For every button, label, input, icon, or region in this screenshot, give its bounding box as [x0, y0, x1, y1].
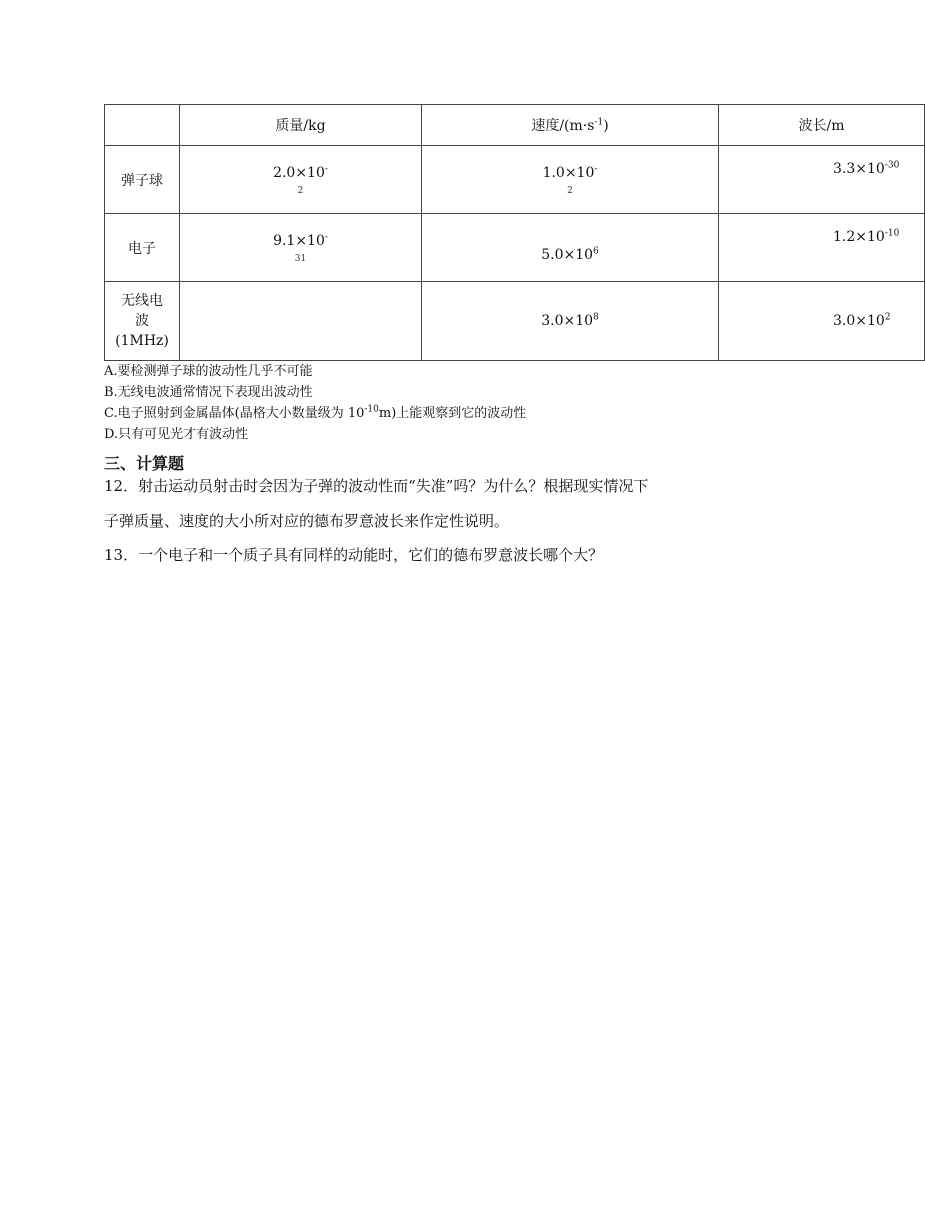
electron-mass: 9.1×10- 31: [180, 214, 422, 282]
option-a: A.要检测弹子球的波动性几乎不可能: [104, 364, 313, 379]
electron-wavelength: $1.2\times 10^{-10}$: [719, 214, 925, 282]
pinball-wavelength: $3.3\times 10^{-30}$: [719, 146, 925, 214]
radio-speed: $3.0\times 10^8$: [422, 282, 719, 361]
option-c: C.电子照射到金属晶体(晶格大小数量级为 $10^{-10}m$)上能观察到它的波动性: [104, 404, 527, 421]
answer-options: [104, 361, 526, 445]
row-label-pinball: 弹子球: [105, 146, 180, 214]
radio-wavelength: $3.0\times 10^2$: [719, 282, 925, 361]
option-b: B.无线电波通常情况下表现出波动性: [104, 385, 313, 400]
radio-mass: [180, 282, 422, 361]
section-title: 三、计算题: [104, 454, 185, 473]
table-row: [105, 146, 925, 214]
table-header-row: [105, 105, 925, 146]
row-label-electron: 电子: [105, 214, 180, 282]
table-row: [105, 214, 925, 282]
header-mass: 质量/kg: [180, 105, 422, 146]
header-speed: 速度$/(m\cdot s^{-1})$: [422, 105, 719, 146]
pinball-mass: 2.0×10- 2: [180, 146, 422, 214]
question-12-line-2: 子弹质量、速度的大小所对应的德布罗意波长来作定性说明。: [104, 512, 510, 530]
row-label-radio-wave: 无线电 波 (1MHz): [105, 282, 180, 361]
question-12-line-1: 12．射击运动员射击时会因为子弹的波动性而“失准”吗？为什么？根据现实情况下: [104, 477, 649, 495]
electron-speed: $5.0\times 10^6$: [422, 214, 719, 282]
option-d: D.只有可见光才有波动性: [104, 427, 249, 442]
table-row: [105, 282, 925, 361]
header-wavelength: 波长/m: [719, 105, 925, 146]
question-13: 13．一个电子和一个质子具有同样的动能时，它们的德布罗意波长哪个大？: [104, 546, 604, 564]
pinball-speed: 1.0×10- 2: [422, 146, 719, 214]
data-table: [104, 104, 925, 361]
header-empty-cell: [105, 105, 180, 146]
